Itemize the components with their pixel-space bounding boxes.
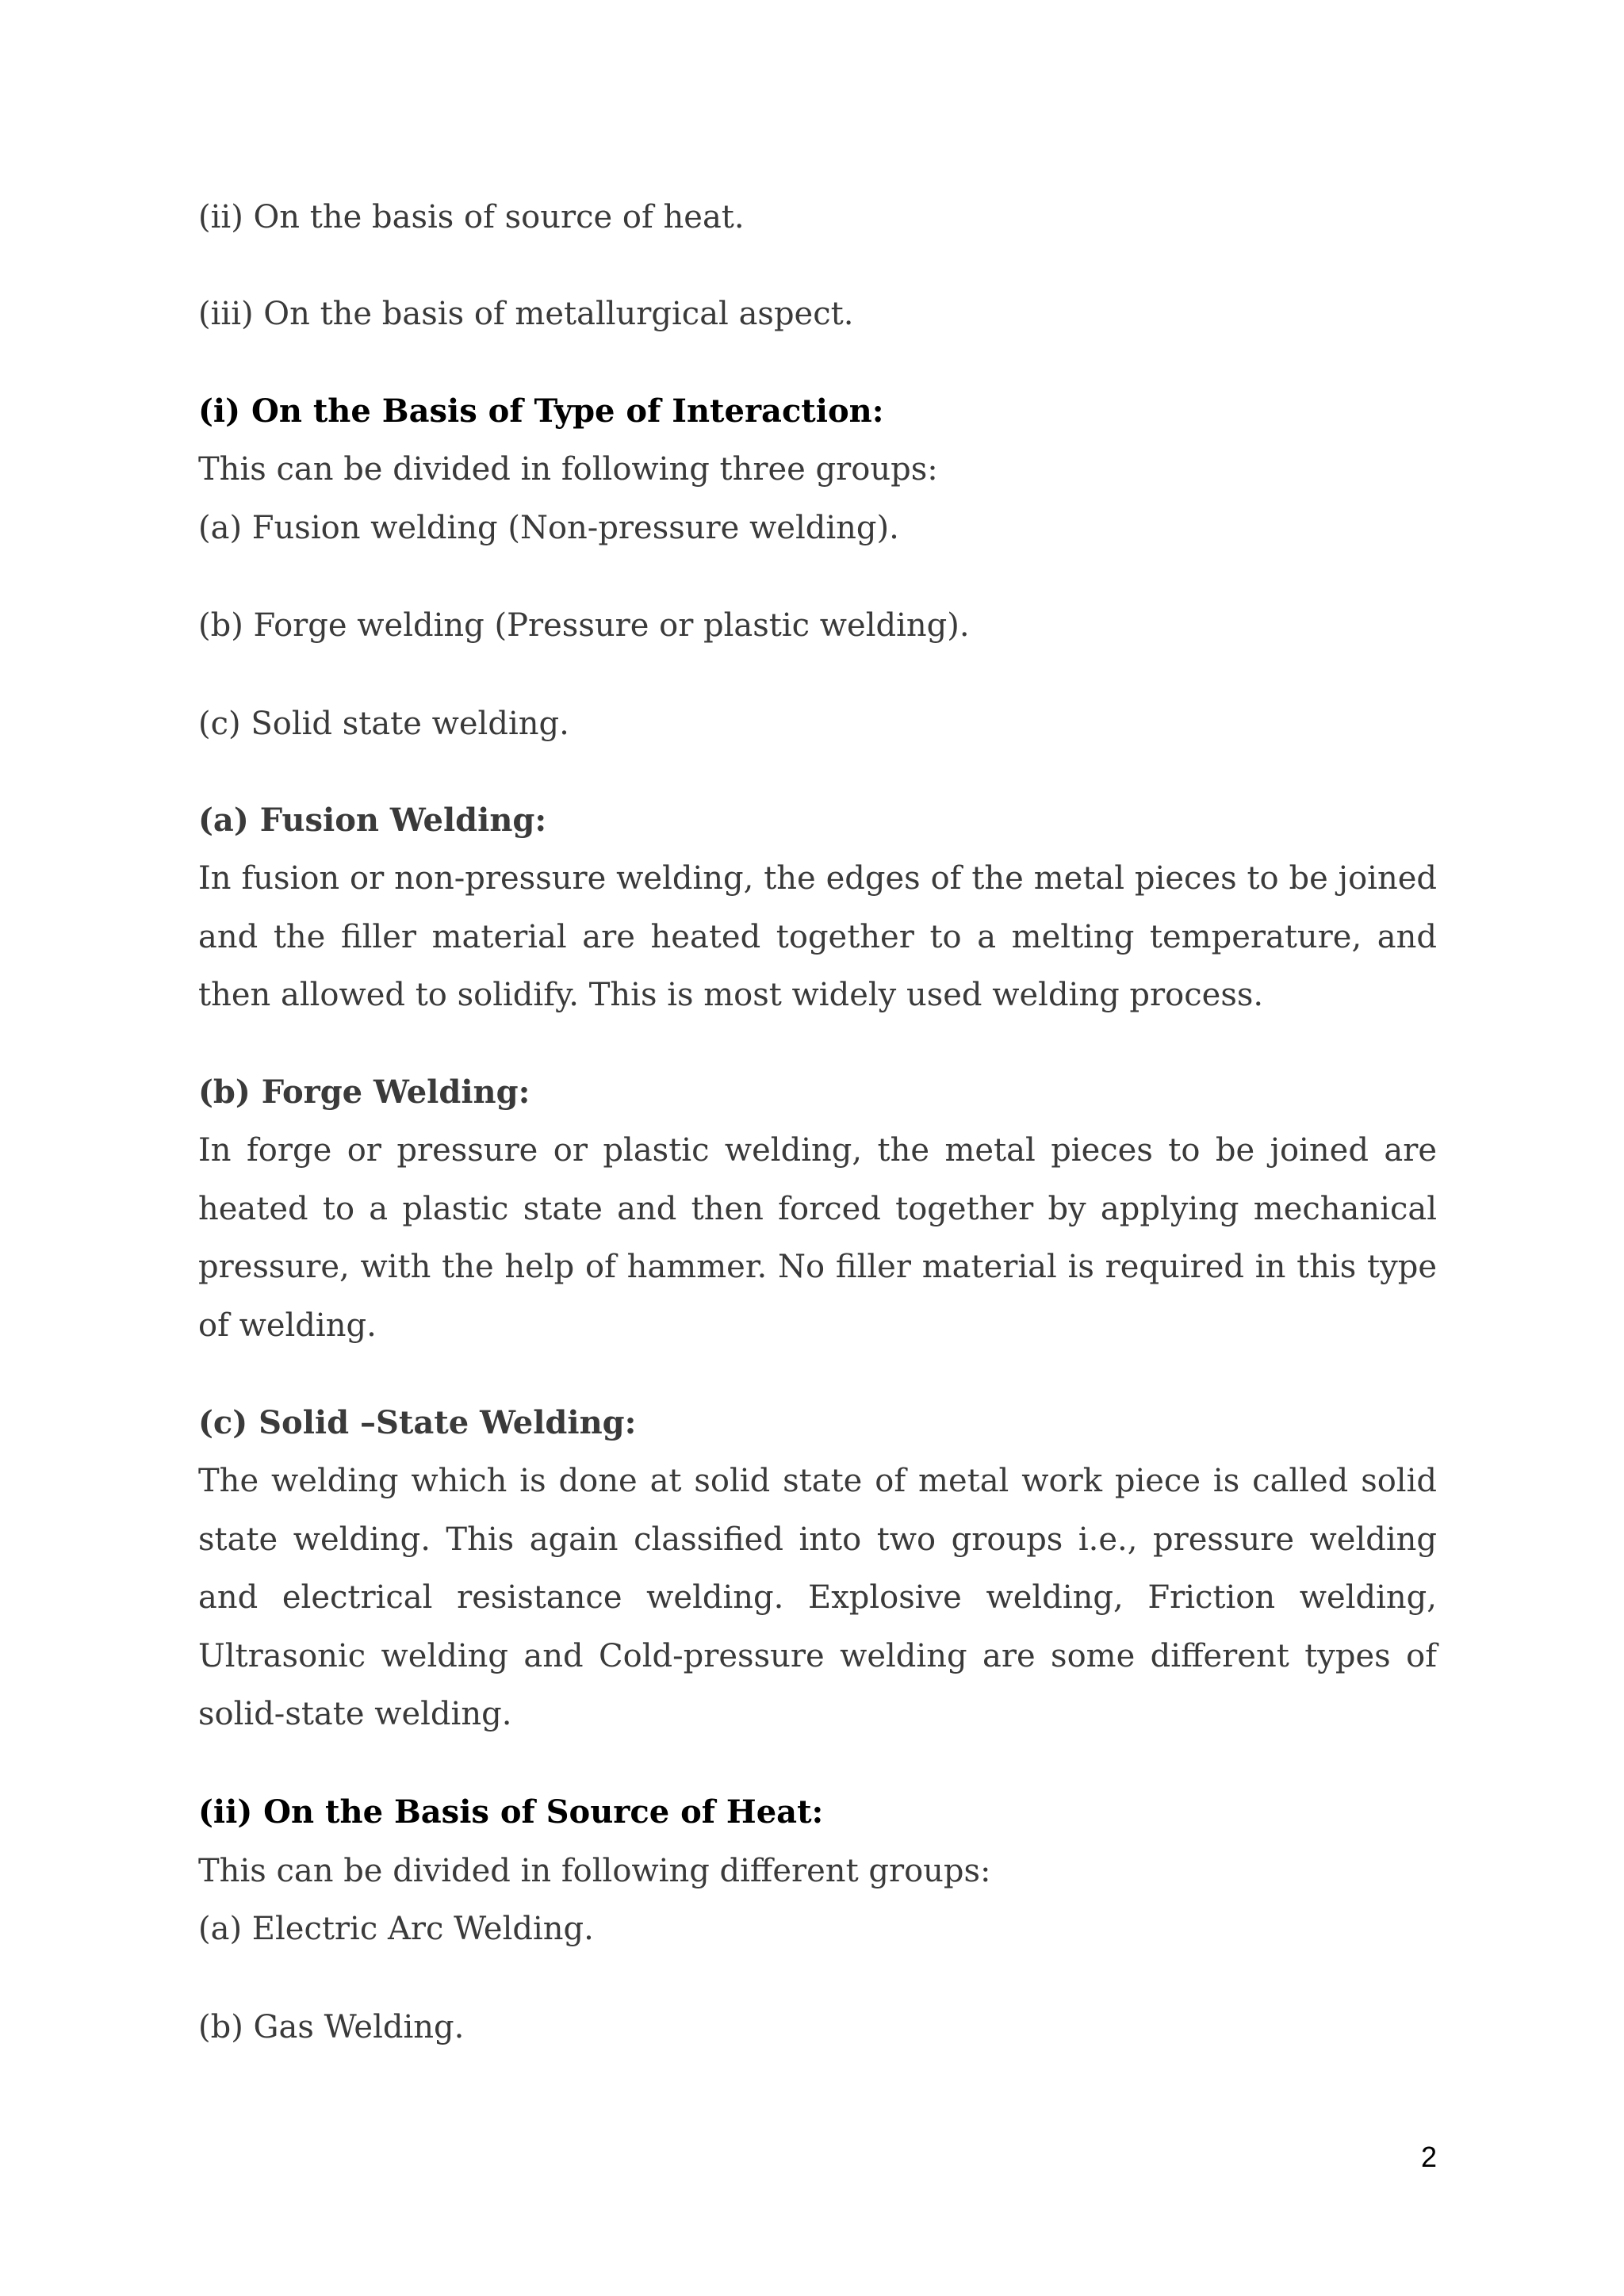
section-ii-item-arc: (a) Electric Arc Welding. [198,1911,594,1947]
section-i-item-fusion: (a) Fusion welding (Non-pressure welding). [198,510,899,546]
fusion-welding-heading: (a) Fusion Welding: [198,802,547,839]
section-i-item-forge: (b) Forge welding (Pressure or plastic welding). [198,607,970,644]
page-number: 2 [1420,2141,1437,2173]
intro-item-metallurgical: (iii) On the basis of metallurgical aspect. [198,296,854,332]
section-ii-item-gas: (b) Gas Welding. [198,2009,465,2045]
forge-welding-heading: (b) Forge Welding: [198,1073,530,1111]
section-i-heading: (i) On the Basis of Type of Interaction: [198,392,884,430]
section-ii-intro: This can be divided in following different groups: [198,1853,991,1889]
section-i-intro: This can be divided in following three groups: [198,451,938,488]
section-ii-heading: (ii) On the Basis of Source of Heat: [198,1793,824,1831]
solid-state-welding-body: The welding which is done at solid state of metal work piece is called solid state welding. This again classified into two groups i.e., pressure welding and electrical resistance welding. Explosive welding, Friction welding, Ultrasonic welding and Cold-pressure welding are some different types of solid-state welding. [198,1463,1437,1732]
fusion-welding-body: In fusion or non-pressure welding, the edges of the metal pieces to be joined and the filler material are heated together to a melting temperature, and then allowed to solidify. This is most widely used welding process. [198,860,1437,1013]
forge-welding-body: In forge or pressure or plastic welding, the metal pieces to be joined are heated to a plastic state and then forced together by applying mechanical pressure, with the help of hammer. No filler material is required in this type of welding. [198,1132,1437,1344]
intro-item-source-of-heat: (ii) On the basis of source of heat. [198,199,745,235]
section-i-item-solid-state: (c) Solid state welding. [198,706,569,742]
solid-state-welding-heading: (c) Solid –State Welding: [198,1404,637,1441]
